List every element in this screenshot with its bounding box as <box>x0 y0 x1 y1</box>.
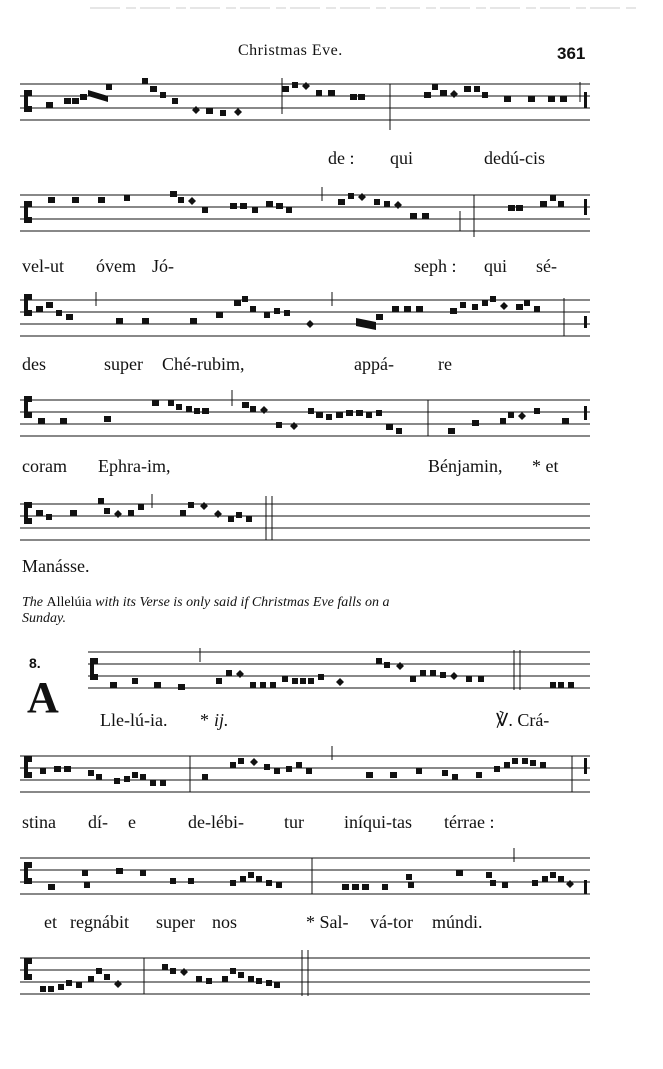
lyric: vel-ut <box>22 256 64 276</box>
lyric: múndi. <box>432 912 483 932</box>
lyric: de-lébi- <box>188 812 244 832</box>
initial-letter: A <box>27 673 59 722</box>
lyric: qui <box>484 256 508 276</box>
lyric: Jó- <box>152 256 174 276</box>
lyric: et <box>44 912 57 932</box>
page-top-edge <box>90 6 640 10</box>
music-staff <box>88 648 590 696</box>
lyric: des <box>22 354 46 374</box>
rubric-sunday: Sunday. <box>22 611 66 626</box>
music-staff <box>20 183 590 243</box>
lyric: re <box>438 354 452 374</box>
music-staff <box>20 846 590 906</box>
lyric: regnábit <box>70 912 129 932</box>
lyric: nos <box>212 912 238 932</box>
chant-number: 8. <box>29 655 41 671</box>
lyric: e <box>128 812 136 832</box>
lyric: Lle-lú-ia. <box>100 710 168 730</box>
lyric: appá- <box>354 354 394 374</box>
lyric: * <box>200 710 209 730</box>
lyric: Ché-rubim, <box>162 354 245 374</box>
lyric: de : <box>328 148 355 168</box>
music-staff <box>20 946 590 1006</box>
lyric: super <box>156 912 195 932</box>
lyric: Manásse. <box>22 556 90 576</box>
music-staff <box>20 72 590 132</box>
lyric: Bénjamin, <box>428 456 503 476</box>
lyric: * et <box>532 456 559 476</box>
rubric-alleluia: Allelúia <box>46 595 92 610</box>
rubric-the: The <box>22 595 43 610</box>
rubric-note <box>22 595 592 627</box>
page-title: Christmas Eve. <box>238 42 343 59</box>
lyric: tur <box>284 812 304 832</box>
lyric: sé- <box>536 256 557 276</box>
lyric: térrae : <box>444 812 495 832</box>
lyric: dí- <box>88 812 108 832</box>
lyric: ℣. Crá- <box>496 710 550 730</box>
lyric: óvem <box>96 256 136 276</box>
music-staff <box>20 492 590 552</box>
lyric: coram <box>22 456 67 476</box>
lyric: qui <box>390 148 414 168</box>
music-staff <box>20 388 590 448</box>
lyric: dedú-cis <box>484 148 545 168</box>
music-staff <box>20 744 590 804</box>
lyric: stina <box>22 812 56 832</box>
lyric: iníqui-tas <box>344 812 412 832</box>
lyric: vá-tor <box>370 912 413 932</box>
music-staff <box>20 288 590 348</box>
lyric: * Sal- <box>306 912 349 932</box>
rubric-text: with its Verse is only said if Christmas Eve falls on a <box>95 595 390 610</box>
lyric: Ephra-im, <box>98 456 171 476</box>
lyric: ij. <box>214 710 229 730</box>
lyric: seph : <box>414 256 457 276</box>
lyric: super <box>104 354 143 374</box>
page-number: 361 <box>557 44 586 63</box>
